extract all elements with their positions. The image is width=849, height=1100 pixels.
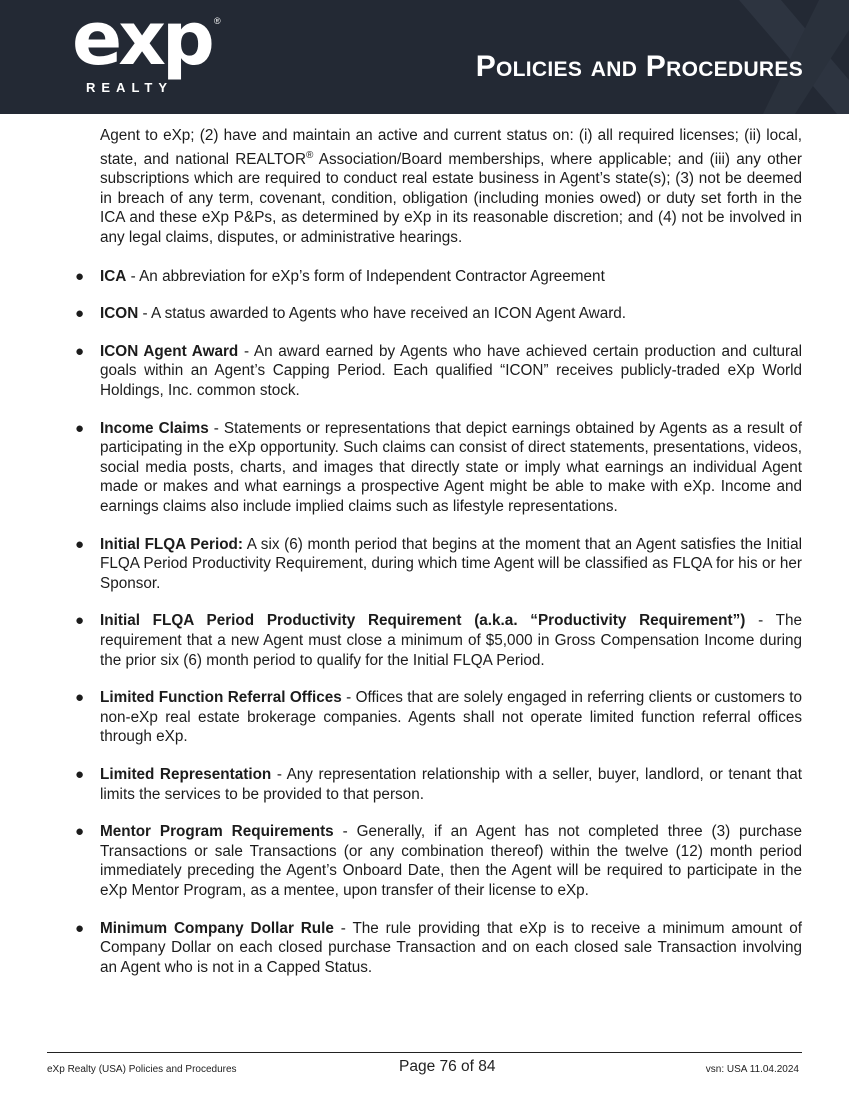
definitions-list: [75, 267, 803, 978]
definition-term: Initial FLQA Period:: [100, 535, 243, 553]
footer-document-name: eXp Realty (USA) Policies and Procedures: [47, 1064, 237, 1075]
definition-item: [75, 419, 803, 517]
definition-item: [75, 267, 802, 287]
definition-text: - Any representation relationship with a seller, buyer, landlord, or tenant that limits the services to be provided to that person.: [100, 765, 802, 803]
definition-term: Limited Representation: [100, 765, 272, 783]
bullet-icon: ●: [75, 267, 85, 285]
intro-text-before: Agent to eXp; (2) have and maintain an active and current status on: (i) all required licenses; (ii) local, state, and national REALTOR: [100, 127, 802, 168]
definition-item: [75, 688, 803, 747]
definition-text: - An award earned by Agents who have achieved certain production and cultural goals within an Agent’s Capping Period. Each qualified “ICON” receives publicly-traded eXp World Holdings, Inc. common stock.: [100, 342, 802, 400]
definition-text: - A status awarded to Agents who have received an ICON Agent Award.: [138, 305, 627, 323]
definition-item: [75, 919, 802, 978]
bullet-icon: ●: [75, 689, 85, 707]
definition-term: ICA: [100, 267, 127, 285]
definition-item: [75, 342, 802, 401]
intro-text-after: Association/Board memberships, where applicable; and (iii) any other subscriptions which are required to conduct real estate business in Agent’s state(s); (3) not be deemed in breach of any term, covenant, condition, obligation (including monies owed) or duty set forth in the ICA and these eXp P&Ps, as determined by eXp in its reasonable discretion; and (4) not be involved in any legal claims, disputes, or administrative hearings.: [100, 150, 802, 247]
definition-term: Income Claims: [100, 419, 209, 437]
registered-superscript: ®: [306, 149, 314, 161]
definition-text: A six (6) month period that begins at the moment that an Agent satisfies the Initial FLQA Period Productivity Requirement, during which time Agent will be classified as FLQA for his or her Sponsor.: [100, 535, 802, 592]
page-header: [0, 0, 849, 114]
document-body: [75, 126, 803, 995]
definition-text: - The requirement that a new Agent must close a minimum of $5,000 in Gross Compensation Income during the prior six (6) month period to qualify for the Initial FLQA Period.: [100, 612, 802, 669]
page-title: Policies and Procedures: [475, 50, 803, 83]
bullet-icon: ●: [75, 535, 85, 553]
definition-text: - The rule providing that eXp is to receive a minimum amount of Company Dollar on each closed purchase Transaction and on each closed sale Transaction involving an Agent who is not in a Capped Status.: [100, 919, 802, 976]
logo-subtext: REALTY: [86, 80, 174, 95]
page-number: Page 76 of 84: [399, 1058, 496, 1075]
definition-term: ICON Agent Award: [100, 342, 239, 360]
footer-version: vsn: USA 11.04.2024: [705, 1064, 799, 1075]
bullet-icon: ●: [75, 342, 85, 360]
bullet-icon: ●: [75, 765, 85, 783]
definition-text: - Statements or representations that depict earnings obtained by Agents as a result of participating in the eXp opportunity. Such claims can consist of direct statements, presentations, videos, social media posts, charts, and images that directly state or imply what earnings an individual Agent made or makes and what earnings a prospective Agent might be able to make with eXp. Income and earnings claims also include implied claims such as lifestyle representations.: [100, 419, 803, 515]
footer-divider: [47, 1052, 802, 1053]
definition-term: Mentor Program Requirements: [100, 823, 334, 841]
definition-term: Limited Function Referral Offices: [100, 689, 342, 707]
definition-text: - An abbreviation for eXp’s form of Independent Contractor Agreement: [126, 267, 605, 285]
definition-item: [75, 765, 802, 804]
definition-term: Initial FLQA Period Productivity Requirement (a.k.a. “Productivity Requirement”): [100, 612, 746, 630]
definition-term: Minimum Company Dollar Rule: [100, 919, 334, 937]
definition-item: [75, 611, 802, 670]
definition-item: [75, 304, 802, 324]
bullet-icon: ●: [75, 612, 85, 630]
definition-term: ICON: [100, 305, 139, 323]
logo-wordmark: exp: [72, 0, 211, 82]
exp-realty-logo: [72, 0, 232, 100]
definition-text: - Generally, if an Agent has not completed three (3) purchase Transactions or sale Transactions (or any combination thereof) within the twelve (12) month period immediately preceding the Agent’s Onboard Date, then the Agent will be required to participate in the eXp Mentor Program, as a mentee, upon transfer of their license to eXp.: [100, 823, 802, 899]
definition-text: - Offices that are solely engaged in referring clients or customers to non-eXp real estate brokerage companies. Agents shall not operate limited function referral offices through eXp.: [100, 689, 803, 746]
logo-registered-mark: ®: [214, 16, 221, 26]
intro-paragraph: [100, 126, 802, 248]
bullet-icon: ●: [75, 823, 85, 841]
bullet-icon: ●: [75, 919, 85, 937]
definition-item: [75, 822, 802, 900]
bullet-icon: ●: [75, 305, 85, 323]
bullet-icon: ●: [75, 419, 85, 437]
definition-item: [75, 535, 802, 594]
